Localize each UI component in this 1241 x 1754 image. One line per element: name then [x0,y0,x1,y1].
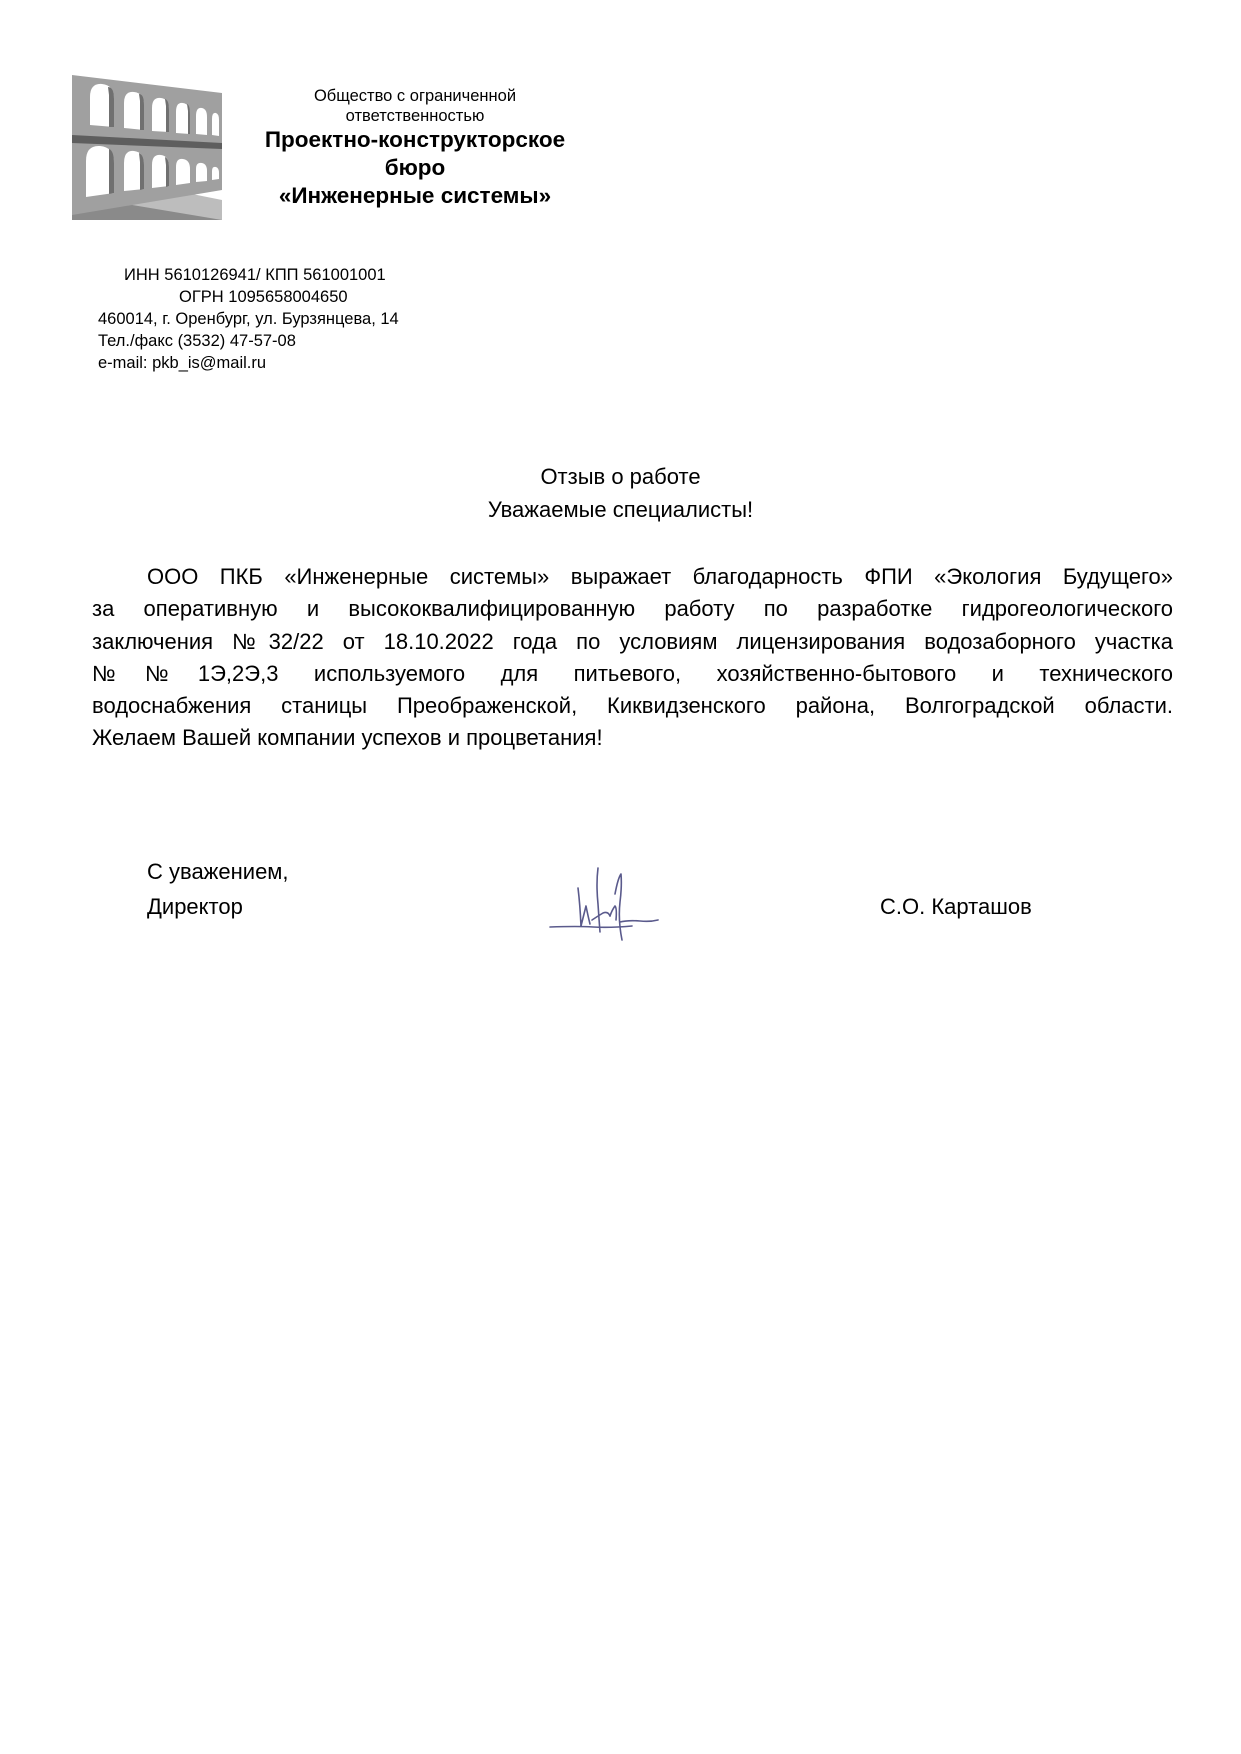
company-name-line3: «Инженерные системы» [278,183,552,208]
body-line: водоснабжения станицы Преображенской, Киквидзенского района, Волгоградской области. [92,693,1173,719]
company-logo [72,75,222,220]
closing-block [147,854,289,924]
body-line: Желаем Вашей компании успехов и процветания! [92,725,603,751]
regards: С уважением, [147,859,289,884]
company-name-line1: Проектно-конструкторское [264,127,566,152]
body-line: заключения №32/22 от 18.10.2022 года по условиям лицензирования водозаборного участка [92,628,1173,654]
company-name-line2: бюро [384,155,446,180]
director-name: С.О. Карташов [880,894,1032,919]
email: e-mail: pkb_is@mail.ru [98,354,267,372]
org-form-line1: Общество с ограниченной [313,87,517,105]
letter-title: Отзыв о работе [540,464,701,489]
ogrn: ОГРН 1095658004650 [179,288,348,306]
company-heading [240,86,590,210]
handwritten-signature [548,864,663,942]
letter-body [92,561,1173,755]
body-line: №№1Э,2Э,3 используемого для питьевого, хозяйственно-бытового и технического [92,660,1173,686]
salutation: Уважаемые специалисты! [487,497,754,522]
company-requisites [98,264,399,374]
inn-kpp: ИНН 5610126941/ КПП 561001001 [124,266,386,284]
org-form-line2: ответственностью [345,107,485,125]
address: 460014, г. Оренбург, ул. Бурзянцева, 14 [98,310,399,328]
body-line: за оперативную и высококвалифицированную работу по разработке гидрогеологического [92,596,1173,622]
phone-fax: Тел./факс (3532) 47-57-08 [98,332,296,350]
director-position: Директор [147,894,243,919]
body-line: ООО ПКБ «Инженерные системы» выражает благодарность ФПИ «Экология Будущего» [147,564,1173,589]
